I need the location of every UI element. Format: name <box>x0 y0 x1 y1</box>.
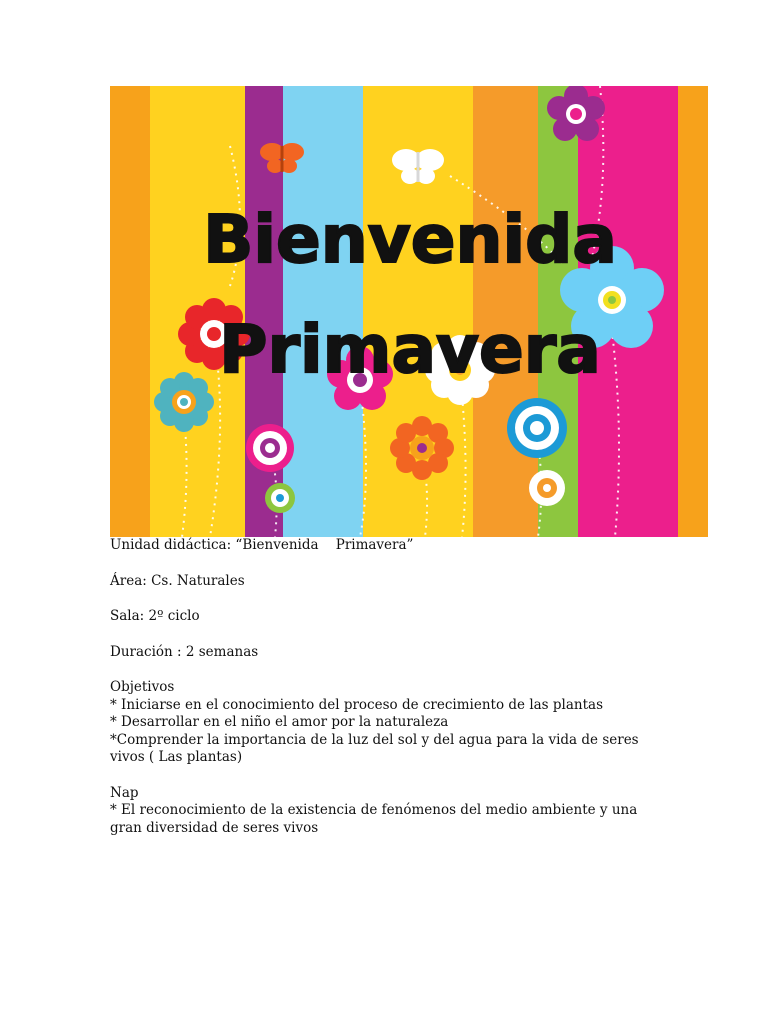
flower-small-white-icon <box>529 470 565 506</box>
nap-item: * El reconocimiento de la existencia de fenómenos del medio ambiente y una gran diversidad de seres vivos <box>110 802 638 836</box>
area-line: Área: Cs. Naturales <box>110 572 245 589</box>
banner-title-line1: Bienvenida <box>203 201 617 278</box>
flower-small-green-icon <box>265 483 295 513</box>
duracion-line: Duración : 2 semanas <box>110 643 259 660</box>
banner-image <box>110 86 708 537</box>
flower-orange-icon <box>390 416 454 480</box>
objetivo-item: * Desarrollar en el niño el amor por la naturaleza <box>110 714 449 730</box>
unidad-label: Unidad didáctica: <box>110 537 232 553</box>
flower-blue-circle-icon <box>507 398 567 458</box>
banner-title-line2: Primavera <box>219 311 601 388</box>
objetivo-item: *Comprender la importancia de la luz del sol y del agua para la vida de seres vivos ( Las plantas) <box>110 731 639 765</box>
document-body <box>110 537 670 837</box>
sala-line: Sala: 2º ciclo <box>110 608 200 624</box>
unidad-line <box>110 537 670 555</box>
unidad-value: “Bienvenida Primavera” <box>235 537 414 553</box>
flower-pink-circle-icon <box>246 424 294 472</box>
flower-teal-icon <box>154 372 214 432</box>
objetivo-item: * Iniciarse en el conocimiento del proceso de crecimiento de las plantas <box>110 696 604 713</box>
objetivos-heading: Objetivos <box>110 679 175 695</box>
nap-heading: Nap <box>110 784 139 801</box>
